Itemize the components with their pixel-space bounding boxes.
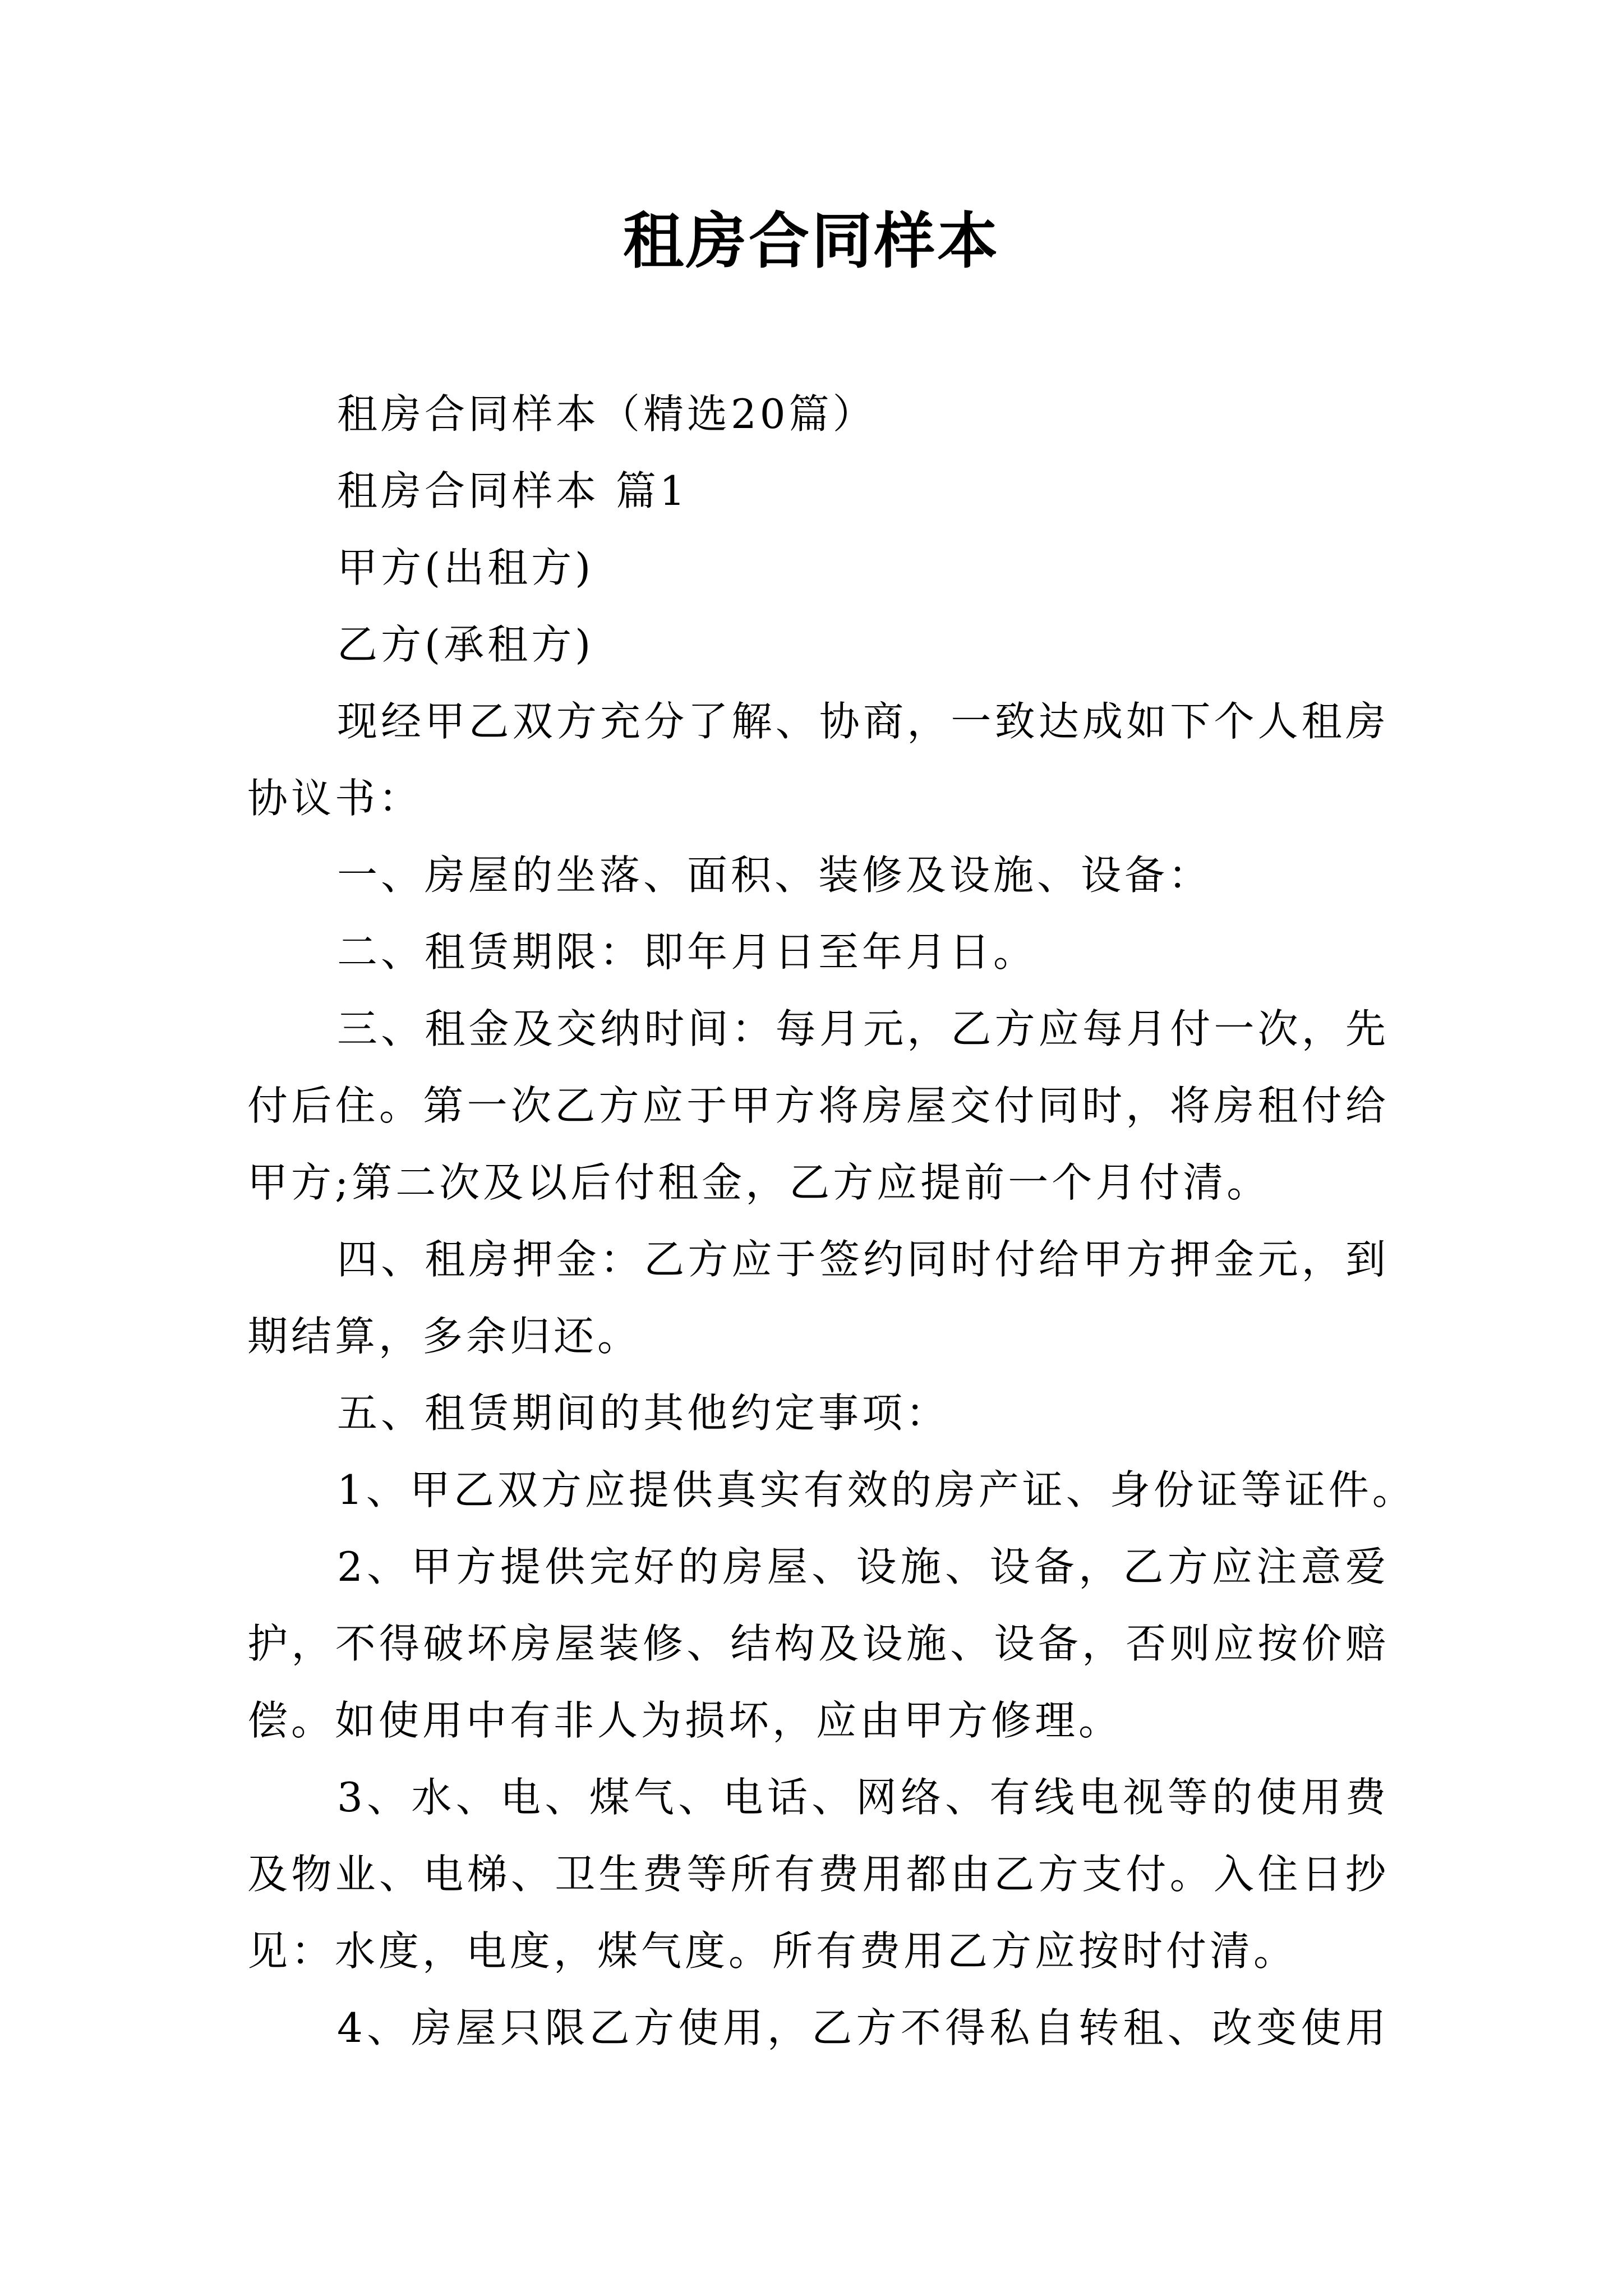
paragraph-line: 1、甲乙双方应提供真实有效的房产证、身份证等证件。 — [337, 1466, 1416, 1513]
paragraph-line: 乙方(承租方) — [337, 621, 594, 668]
paragraph-line: 租房合同样本（精选20篇） — [337, 390, 877, 438]
paragraph-line: 一、房屋的坐落、面积、装修及设施、设备： — [337, 852, 1212, 899]
document-body — [247, 376, 1416, 2067]
paragraph-line: 偿。如使用中有非人为损坏，应由甲方修理。 — [247, 1697, 1123, 1744]
paragraph-line: 期结算，多余归还。 — [247, 1313, 642, 1360]
paragraph-line: 及物业、电梯、卫生费等所有费用都由乙方支付。入住日抄 — [247, 1851, 1389, 1898]
paragraph-line: 付后住。第一次乙方应于甲方将房屋交付同时，将房租付给 — [247, 1082, 1389, 1129]
paragraph-line: 四、租房押金：乙方应于签约同时付给甲方押金元，到 — [337, 1236, 1389, 1283]
paragraph-line: 甲方;第二次及以后付租金，乙方应提前一个月付清。 — [247, 1159, 1271, 1206]
paragraph-line: 甲方(出租方) — [337, 544, 594, 591]
paragraph-line: 三、租金及交纳时间：每月元，乙方应每月付一次，先 — [337, 1005, 1389, 1052]
paragraph-line: 4、房屋只限乙方使用，乙方不得私自转租、改变使用 — [337, 2004, 1389, 2051]
document-title: 租房合同样本 — [623, 206, 1000, 277]
paragraph-line: 护，不得破坏房屋装修、结构及设施、设备，否则应按价赔 — [247, 1620, 1389, 1667]
paragraph-line: 二、租赁期限：即年月日至年月日。 — [337, 928, 1038, 976]
paragraph-line: 2、甲方提供完好的房屋、设施、设备，乙方应注意爱 — [337, 1543, 1389, 1590]
paragraph-line: 见：水度，电度，煤气度。所有费用乙方应按时付清。 — [247, 1927, 1298, 1975]
paragraph-line: 租房合同样本 篇1 — [337, 467, 689, 514]
paragraph-line: 五、租赁期间的其他约定事项： — [337, 1389, 950, 1437]
paragraph-line: 现经甲乙双方充分了解、协商，一致达成如下个人租房 — [337, 698, 1389, 745]
paragraph-line: 3、水、电、煤气、电话、网络、有线电视等的使用费 — [337, 1774, 1389, 1821]
paragraph-line: 协议书： — [247, 775, 423, 822]
